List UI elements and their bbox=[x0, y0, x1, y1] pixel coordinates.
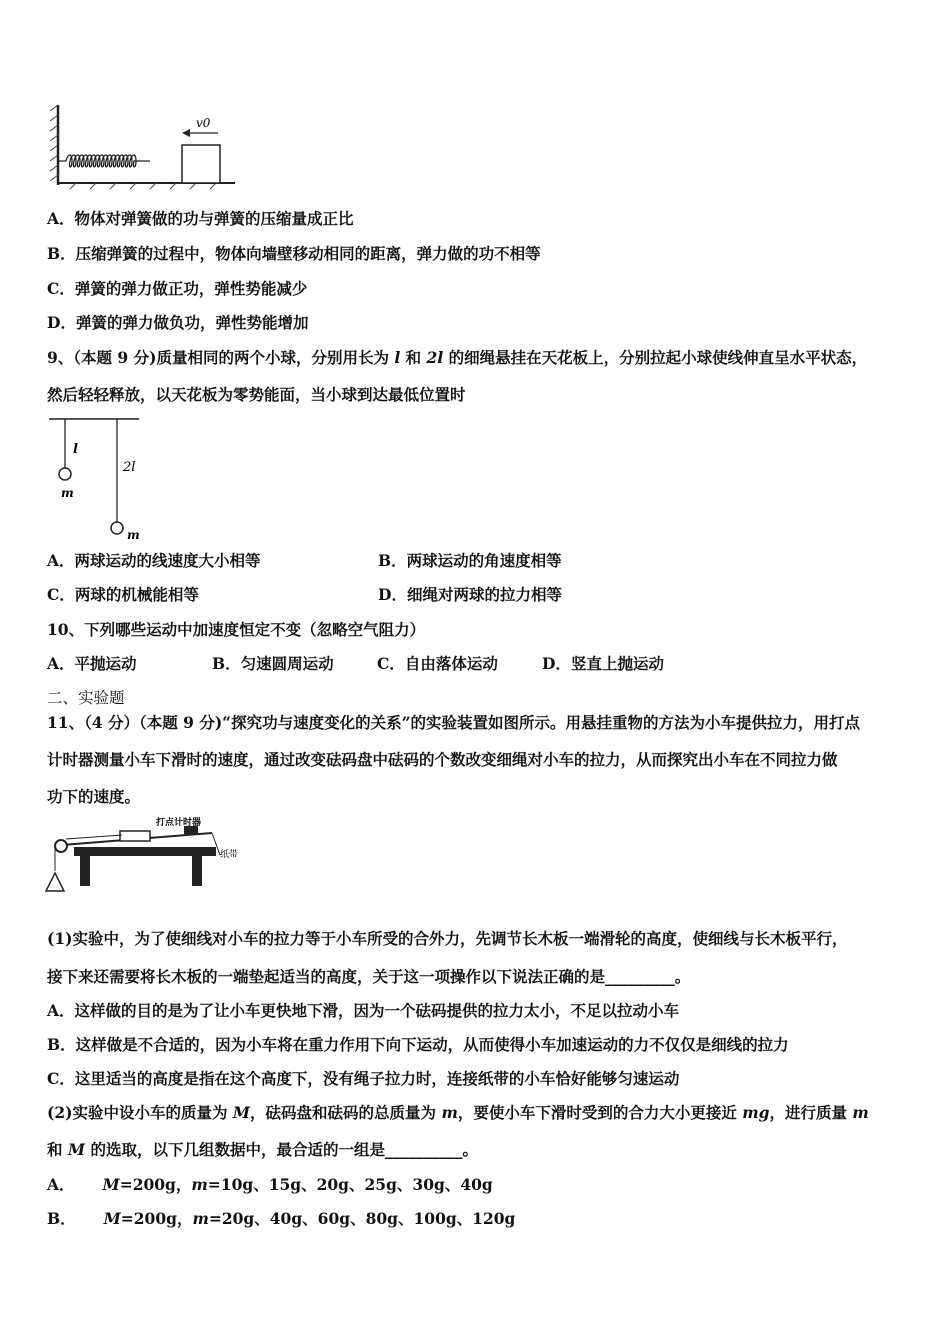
label-2l: 2l bbox=[123, 460, 136, 475]
q10-option-d: D．竖直上抛运动 bbox=[542, 654, 664, 673]
option-label: A． bbox=[47, 1175, 75, 1194]
q9-option-c: C．两球的机械能相等 bbox=[47, 585, 199, 604]
q9-option-a: A．两球运动的线速度大小相等 bbox=[47, 551, 261, 570]
q9-stem-part: 9、（本题 9 分)质量相同的两个小球，分别用长为 bbox=[47, 348, 395, 367]
label-m-short: m bbox=[61, 486, 74, 500]
option-text: =200g， bbox=[120, 1209, 193, 1228]
q11-part1-option-a: A．这样做的目的是为了让小车更快地下滑，因为一个砝码提供的拉力太小，不足以拉动小车 bbox=[47, 1001, 680, 1020]
q10-stem: 10、下列哪些运动中加速度恒定不变（忽略空气阻力） bbox=[47, 620, 426, 639]
q11-part2-line1 bbox=[47, 1103, 869, 1123]
q11-part1-line2: 接下来还需要将长木板的一端垫起适当的高度，关于这一项操作以下说法正确的是_________。 bbox=[47, 967, 691, 986]
q11-part2-text: 的选取，以下几组数据中，最合适的一组是__________。 bbox=[85, 1140, 478, 1159]
figure-spring-block bbox=[50, 103, 240, 193]
q11-part2-text: (2)实验中设小车的质量为 bbox=[47, 1103, 233, 1122]
q11-stem-line2: 计时器测量小车下滑时的速度，通过改变砝码盘中砝码的个数改变细绳对小车的拉力，从而探究出小车在不同拉力做 bbox=[47, 750, 838, 769]
q11-part2-text: ，要使小车下滑时受到的合力大小更接近 bbox=[457, 1103, 743, 1122]
option-label: B． bbox=[47, 1209, 76, 1228]
q9-var-l: l bbox=[394, 348, 401, 367]
cart bbox=[120, 831, 150, 841]
var-m: m bbox=[192, 1209, 209, 1228]
section-heading: 二、实验题 bbox=[47, 689, 125, 707]
q11-part1-option-c: C．这里适当的高度是指在这个高度下，没有绳子拉力时，连接纸带的小车恰好能够匀速运动 bbox=[47, 1069, 680, 1088]
option-text: =200g， bbox=[119, 1175, 192, 1194]
figure-pendulums bbox=[47, 415, 157, 545]
var-m: m bbox=[852, 1103, 869, 1122]
ball-long bbox=[111, 522, 123, 534]
q11-part1-option-b: B．这样做是不合适的，因为小车将在重力作用下向下运动，从而使得小车加速运动的力不仅仅是细线的拉力 bbox=[47, 1035, 789, 1054]
q9-var-2l: 2l bbox=[426, 348, 444, 367]
timer-label: 打点计时器 bbox=[156, 818, 202, 828]
q11-part2-text: ，砝码盘和砝码的总质量为 bbox=[250, 1103, 442, 1122]
var-M: M bbox=[67, 1140, 86, 1159]
pulley bbox=[55, 840, 67, 852]
q11-part2-text: 和 bbox=[47, 1140, 68, 1159]
label-l: l bbox=[73, 442, 78, 457]
spring bbox=[58, 155, 150, 167]
q8-option-b: B．压缩弹簧的过程中，物体向墙壁移动相同的距离，弹力做的功不相等 bbox=[47, 244, 541, 263]
q11-stem-line3: 功下的速度。 bbox=[47, 787, 141, 806]
q9-stem-line1 bbox=[47, 348, 867, 368]
ball-short bbox=[59, 468, 71, 480]
q10-option-c: C．自由落体运动 bbox=[377, 654, 498, 673]
q11-part1-line1: (1)实验中，为了使细线对小车的拉力等于小车所受的合外力，先调节长木板一端滑轮的高度，使细线与长木板平行， bbox=[47, 929, 848, 948]
v0-label: v0 bbox=[196, 116, 211, 130]
q11-part2-option-a bbox=[47, 1175, 493, 1195]
option-text: =20g、40g、60g、80g、100g、120g bbox=[208, 1209, 516, 1228]
q9-option-b: B．两球运动的角速度相等 bbox=[378, 551, 562, 570]
q11-part2-option-b bbox=[47, 1209, 515, 1229]
var-m: m bbox=[441, 1103, 458, 1122]
q8-option-a: A．物体对弹簧做的功与弹簧的压缩量成正比 bbox=[47, 209, 354, 228]
weight-pan bbox=[46, 873, 64, 891]
var-M: M bbox=[103, 1209, 121, 1228]
q9-stem-part: 和 bbox=[400, 348, 427, 367]
cart-apparatus-diagram bbox=[44, 815, 244, 897]
q10-option-b: B．匀速圆周运动 bbox=[212, 654, 334, 673]
q10-option-a: A．平抛运动 bbox=[47, 654, 137, 673]
var-m: m bbox=[191, 1175, 208, 1194]
q8-option-c: C．弹簧的弹力做正功，弹性势能减少 bbox=[47, 279, 308, 298]
figure-cart-apparatus bbox=[44, 815, 244, 897]
q11-part2-text: ，进行质量 bbox=[769, 1103, 853, 1122]
q11-part2-line2 bbox=[47, 1140, 478, 1160]
q11-stem-line1: 11、（4 分）（本题 9 分)“探究功与速度变化的关系”的实验装置如图所示。用悬挂重物的方法为小车提供拉力，用打点 bbox=[47, 713, 860, 732]
label-m-long: m bbox=[127, 528, 140, 542]
var-mg: mg bbox=[742, 1103, 770, 1122]
q9-option-d: D．细绳对两球的拉力相等 bbox=[378, 585, 562, 604]
pendulum-diagram bbox=[47, 415, 157, 545]
var-M: M bbox=[102, 1175, 120, 1194]
q8-option-d: D．弹簧的弹力做负功，弹性势能增加 bbox=[47, 313, 309, 332]
spring-block-diagram bbox=[50, 103, 240, 193]
q9-stem-part: 的细绳悬挂在天花板上，分别拉起小球使线伸直呈水平状态， bbox=[443, 348, 868, 367]
block bbox=[182, 145, 220, 183]
q9-stem-line2: 然后轻轻释放，以天花板为零势能面，当小球到达最低位置时 bbox=[47, 385, 466, 404]
tape-label: 纸带 bbox=[220, 850, 239, 860]
var-M: M bbox=[232, 1103, 251, 1122]
option-text: =10g、15g、20g、25g、30g、40g bbox=[207, 1175, 493, 1194]
